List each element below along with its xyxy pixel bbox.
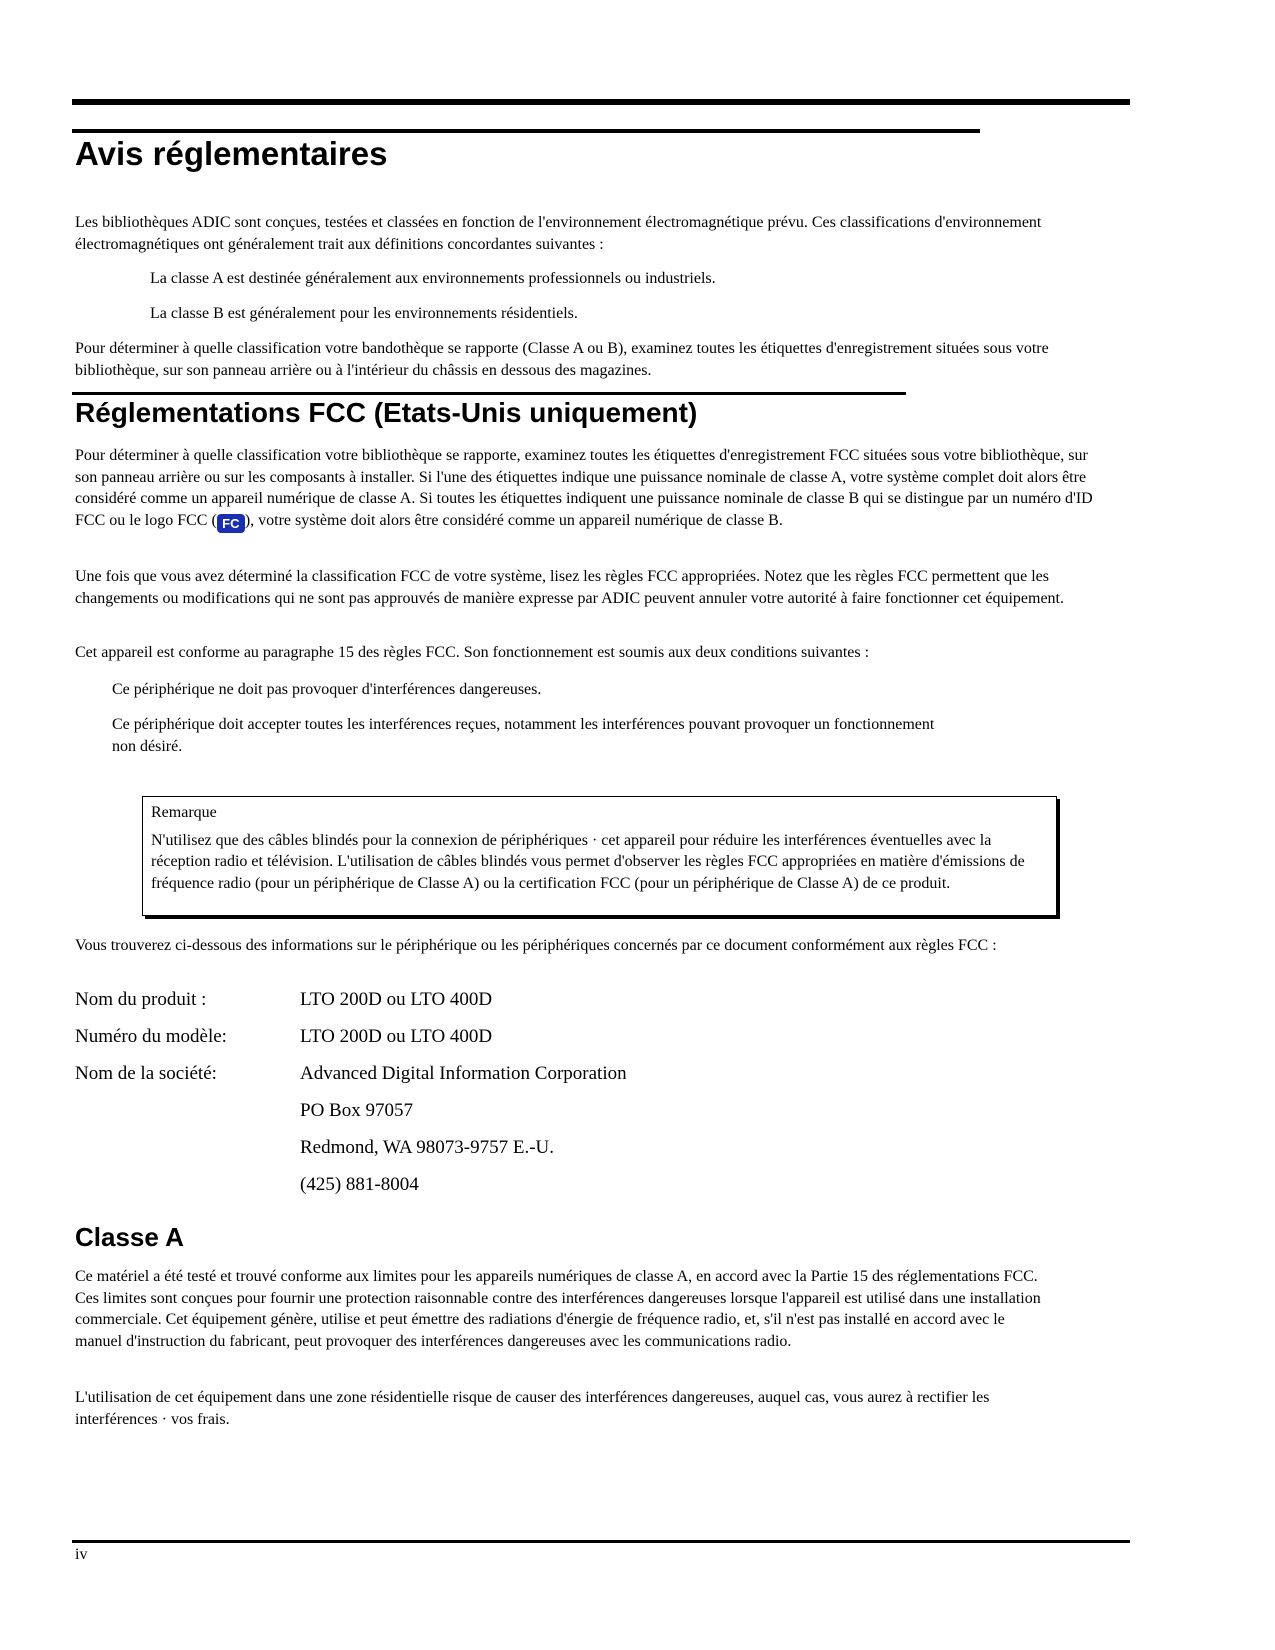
classe-a-paragraph-1: Ce matériel a été testé et trouvé conforme aux limites pour les appareils numériques de classe A, en accord avec la Partie 15 des réglementations FCC. Ces limites sont conçues pour fournir une protection raisonnable contre des interférences dangereuses lorsque l'appareil est utilisé dans une installation commerciale. Cet équipement génère, utilise et peut émettre des radiations d'énergie de fréquence radio, et, s'il n'est pas installé en accord avec le manuel d'instruction du fabricant, peut provoquer des interférences dangereuses avec les communications radio. <box>75 1268 1041 1350</box>
classe-a-paragraph-2: L'utilisation de cet équipement dans une zone résidentielle risque de causer des interférences dangereuses, auquel cas, vous aurez à rectifier les interférences · vos frais. <box>75 1389 990 1428</box>
top-rule <box>72 99 1130 105</box>
address-line-1: PO Box 97057 <box>300 1100 413 1121</box>
page-number: iv <box>75 1546 88 1563</box>
phone-number: (425) 881-8004 <box>300 1174 419 1195</box>
classe-a-heading: Classe A <box>75 1222 184 1252</box>
fcc-heading: Réglementations FCC (Etats-Unis uniquement) <box>75 397 698 428</box>
fcc-paragraph-1-before: Pour déterminer à quelle classification votre bibliothèque se rapporte, examinez toutes les étiquettes d'enregistrement FCC situées sous votre bibliothèque, sur son panneau arrière ou sur les composants à installer. Si l'une des étiquettes indique une puissance nominale de classe A, votre système complet doit alors être considéré comme un appareil numérique de classe A. Si toutes les étiquettes indiquent une puissance nominale de classe B qui se distingue par un numéro d'ID FCC ou le logo FCC ( <box>75 447 1093 529</box>
company-value: Advanced Digital Information Corporation <box>300 1063 627 1084</box>
fcc-paragraph-1 <box>75 445 1105 533</box>
address-line-2: Redmond, WA 98073-9757 E.-U. <box>300 1137 555 1158</box>
product-label: Nom du produit : <box>75 989 207 1010</box>
section-rule <box>72 392 906 395</box>
note-body: N'utilisez que des câbles blindés pour la connexion de périphériques · cet appareil pour réduire les interférences éventuelles avec la réception radio et télévision. L'utilisation de câbles blindés vous permet d'observer les règles FCC appropriées en matière d'émissions de fréquence radio (pour un périphérique de Classe A) ou la certification FCC (pour un périphérique de Classe A) de ce produit. <box>151 831 1025 892</box>
model-value: LTO 200D ou LTO 400D <box>300 1026 493 1047</box>
intro-paragraph: Les bibliothèques ADIC sont conçues, testées et classées en fonction de l'environnement électromagnétique prévu. Ces classifications d'environnement électromagnétiques ont généralement trait aux définitions concordantes suivantes : <box>75 214 1042 253</box>
fcc-paragraph-1-after: ), votre système doit alors être considéré comme un appareil numérique de classe B. <box>244 511 783 529</box>
product-value: LTO 200D ou LTO 400D <box>300 989 493 1010</box>
fcc-logo-icon: FC <box>217 514 245 533</box>
note-title: Remarque <box>151 804 217 821</box>
device-info-intro: Vous trouverez ci-dessous des informations sur le périphérique ou les périphériques concernés par ce document conformément aux règles FCC : <box>75 937 997 954</box>
class-b-definition: La classe B est généralement pour les environnements résidentiels. <box>150 305 578 322</box>
fcc-paragraph-3: Cet appareil est conforme au paragraphe 15 des règles FCC. Son fonctionnement est soumis aux deux conditions suivantes : <box>75 644 870 661</box>
fcc-paragraph-2: Une fois que vous avez déterminé la classification FCC de votre système, lisez les règles FCC appropriées. Notez que les règles FCC permettent que les changements ou modifications qui ne sont pas approuvés de manière expresse par ADIC peuvent annuler votre autorité à faire fonctionner cet équipement. <box>75 568 1064 607</box>
heading-rule <box>72 129 980 133</box>
classification-paragraph: Pour déterminer à quelle classification votre bandothèque se rapporte (Classe A ou B), examinez toutes les étiquettes d'enregistrement situées sous votre bibliothèque, sur son panneau arrière ou à l'intérieur du châssis en dessous des magazines. <box>75 340 1049 379</box>
company-label: Nom de la société: <box>75 1063 217 1084</box>
class-a-definition: La classe A est destinée généralement aux environnements professionnels ou industriels. <box>150 270 716 287</box>
fcc-condition-2: Ce périphérique doit accepter toutes les interférences reçues, notamment les interférences pouvant provoquer un fonctionnement non désiré. <box>112 716 935 755</box>
note-box <box>142 796 1057 916</box>
fcc-condition-1: Ce périphérique ne doit pas provoquer d'interférences dangereuses. <box>112 681 542 698</box>
page-title: Avis réglementaires <box>75 135 388 172</box>
footer-rule <box>72 1540 1130 1543</box>
model-label: Numéro du modèle: <box>75 1026 227 1047</box>
